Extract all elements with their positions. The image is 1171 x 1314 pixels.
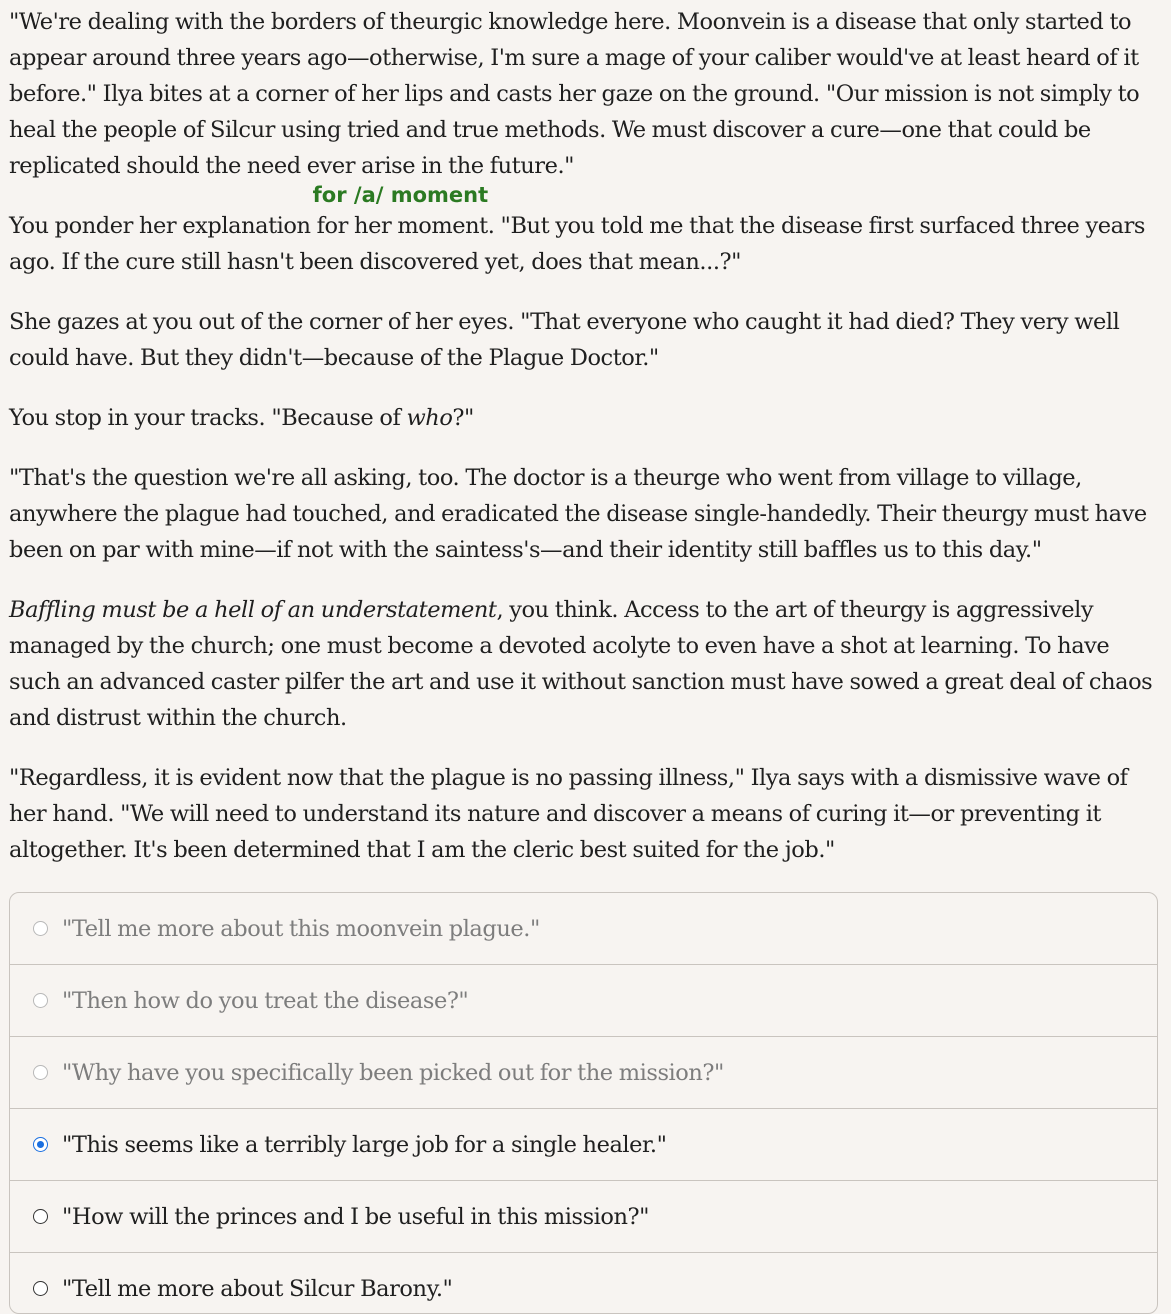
story-text-segment: You ponder her explanation <box>9 213 317 239</box>
radio-button <box>33 1065 48 1080</box>
radio-button[interactable] <box>33 1281 48 1296</box>
story-paragraph: "Regardless, it is evident now that the plague is no passing illness," Ilya says with a dismissive wave of her hand. "We will need to understand its nature and discover a means of curing it—or preventing it altogether. It's been determined that I am the cleric best suited for the job." <box>9 765 1128 863</box>
story-paragraph: "We're dealing with the borders of theurgic knowledge here. Moonvein is a disease that only started to appear around three years ago—otherwise, I'm sure a mage of your caliber would've at least heard of it before." Ilya bites at a corner of her lips and casts her gaze on the ground. "Our mission is not simply to heal the people of Silcur using tried and true methods. We must discover a cure—one that could be replicated should the need ever arise in the future." <box>9 9 1140 179</box>
choice-option <box>10 965 1157 1037</box>
choice-option[interactable] <box>10 1181 1157 1253</box>
emphasis-text: who <box>406 405 453 431</box>
radio-button <box>33 993 48 1008</box>
story-text-segment: "But you told me that the disease first surfaced three years ago. If the cure still hasn't been discovered yet, does that mean...?" <box>9 213 1146 275</box>
story-text-segment: , you think. Access to the art of theurgy is aggressively managed by the church; one must become a devoted acolyte to even have a shot at learning. To have such an advanced caster pilfer the art and use it without sanction must have sowed a great deal of chaos and distrust within the church. <box>9 597 1153 731</box>
choice-label: "Tell me more about this moonvein plague." <box>62 915 540 942</box>
emphasis-text: Baffling must be a hell of an understatement <box>9 597 497 623</box>
choice-option <box>10 1037 1157 1109</box>
radio-button[interactable] <box>33 1209 48 1224</box>
story-paragraph <box>9 592 1164 736</box>
story-paragraph: "That's the question we're all asking, too. The doctor is a theurge who went from village to village, anywhere the plague had touched, and eradicated the disease single-handedly. Their theurgy must have been on par with mine—if not with the saintess's—and their identity still baffles us to this day." <box>9 465 1147 563</box>
correction-annotation: for /a/ moment <box>312 183 489 207</box>
annotated-text: for her moment. <box>316 213 495 239</box>
radio-button-selected[interactable] <box>33 1137 48 1152</box>
story-text-segment: You stop in your tracks. "Because of <box>9 405 407 431</box>
story-paragraph <box>9 183 1164 280</box>
story-paragraph <box>9 400 1164 436</box>
radio-button <box>33 921 48 936</box>
story-text <box>9 4 1164 892</box>
story-paragraph: She gazes at you out of the corner of her eyes. "That everyone who caught it had died? They very well could have. But they didn't—because of the Plague Doctor." <box>9 309 1120 371</box>
story-text-segment: ?" <box>452 405 474 431</box>
choice-option[interactable] <box>10 1109 1157 1181</box>
choice-label[interactable]: "Tell me more about Silcur Barony." <box>62 1275 453 1302</box>
choice-list <box>9 892 1158 1314</box>
choice-label: "Then how do you treat the disease?" <box>62 987 469 1014</box>
choice-label[interactable]: "How will the princes and I be useful in this mission?" <box>62 1203 650 1230</box>
choice-label[interactable]: "This seems like a terribly large job for a single healer." <box>62 1131 667 1158</box>
choice-option[interactable] <box>10 1253 1157 1314</box>
choice-option <box>10 893 1157 965</box>
annotated-phrase <box>312 183 495 239</box>
choice-label: "Why have you specifically been picked out for the mission?" <box>62 1059 724 1086</box>
